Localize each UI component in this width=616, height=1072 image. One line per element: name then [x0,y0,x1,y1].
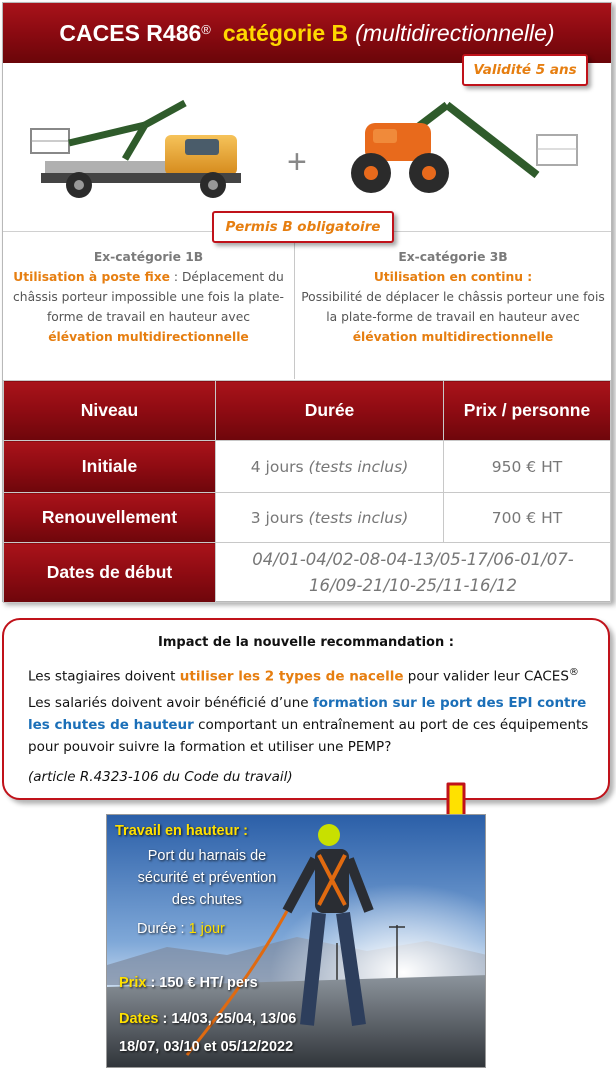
p1-highlight: utiliser les 2 types de nacelle [179,668,404,685]
plus-sign: + [287,143,307,181]
training-duree-label: Durée : [137,921,189,937]
training-desc-line-2: sécurité et prévention [137,870,277,886]
header-categorie: catégorie B [222,19,349,46]
category-1b-sep: : [169,270,182,284]
col-header-niveau: Niveau [4,381,216,441]
impact-article-reference: (article R.4323-106 du Code du travail) [28,769,293,785]
impact-title: Impact de la nouvelle recommandation : [158,635,454,650]
training-prix [119,975,258,991]
validite-badge: Validité 5 ans [462,54,588,86]
header-paren: (multidirectionnelle) [355,19,555,46]
table-row [4,441,611,493]
row-niveau: Initiale [4,441,216,493]
row-duree [216,441,444,493]
category-3b-usage: Utilisation en continu : [373,270,533,284]
row-niveau: Renouvellement [4,493,216,543]
training-desc-line-1: Port du harnais de [147,848,267,864]
category-1b-text: Déplacement du châssis porteur impossible une fois la plate-forme de travail en hauteur avec [13,270,284,324]
training-dates-label: Dates [119,1011,159,1027]
col-header-prix: Prix / personne [444,381,611,441]
training-duree-value: 1 jour [188,921,225,937]
category-3b-description [295,231,611,379]
p2-text-b: comportant un entraînement au port de ces équipements pour pouvoir suivre la formation et utiliser une PEMP? [28,717,589,755]
training-desc-line-3: des chutes [171,892,243,908]
dates-line-2: 16/09-21/10-25/11-16/12 [308,575,518,595]
dates-line-1: 04/01-04/02-08-04-13/05-17/06-01/07- [252,549,574,569]
dates-values [216,543,611,603]
row-prix: 700 € HT [444,493,611,543]
pricing-table [3,380,611,603]
col-header-duree: Durée [216,381,444,441]
impact-paragraph-2 [28,692,608,758]
training-prix-value: : 150 € HT/ pers [146,975,258,991]
header-registered: ® [201,21,211,37]
p1-text-b: pour valider leur CACES [403,668,569,685]
articulated-boom-lift-icon [337,93,597,203]
row-duree [216,493,444,543]
row-duree-value: 4 jours [250,457,304,476]
row-prix: 950 € HT [444,441,611,493]
table-row [4,493,611,543]
vehicles-illustration [3,65,611,231]
training-prix-label: Prix [119,975,147,991]
impact-paragraph-1 [28,662,608,688]
category-1b-usage: Utilisation à poste fixe [13,270,170,284]
p1-text-a: Les stagiaires doivent [28,668,180,685]
p2-highlight: formation sur le port des EPI contre les chutes de hauteur [28,695,587,733]
category-1b-description [3,231,295,379]
dates-label: Dates de début [4,543,216,603]
training-duree [137,921,225,937]
row-duree-note: (tests inclus) [308,508,409,527]
row-duree-value: 3 jours [250,508,304,527]
p2-text-a: Les salariés doivent avoir bénéficié d’une [28,695,313,711]
training-dates-line-2: 18/07, 03/10 et 05/12/2022 [119,1039,294,1055]
training-dates [119,1005,296,1061]
row-duree-note: (tests inclus) [308,457,409,476]
training-dates-value: : 14/03, 25/04, 13/06 [158,1011,297,1027]
p1-registered: ® [568,667,579,678]
category-3b-highlight: élévation multidirectionnelle [352,330,554,344]
category-1b-title: Ex-catégorie 1B [93,250,204,264]
table-header-row [4,381,611,441]
training-title: Travail en hauteur : [115,823,248,839]
category-3b-title: Ex-catégorie 3B [398,250,508,264]
category-1b-highlight: élévation multidirectionnelle [48,330,249,344]
header-caces: CACES R486 [59,19,202,46]
table-row-dates [4,543,611,603]
category-3b-text: Possibilité de déplacer le châssis porteur une fois la plate-forme de travail en hauteur avec [301,290,605,324]
truck-mounted-platform-icon [25,87,255,207]
caces-card [2,2,612,602]
training-photo [106,814,486,1068]
impact-box [2,618,610,800]
permis-badge: Permis B obligatoire [212,211,394,243]
training-description [107,845,307,911]
